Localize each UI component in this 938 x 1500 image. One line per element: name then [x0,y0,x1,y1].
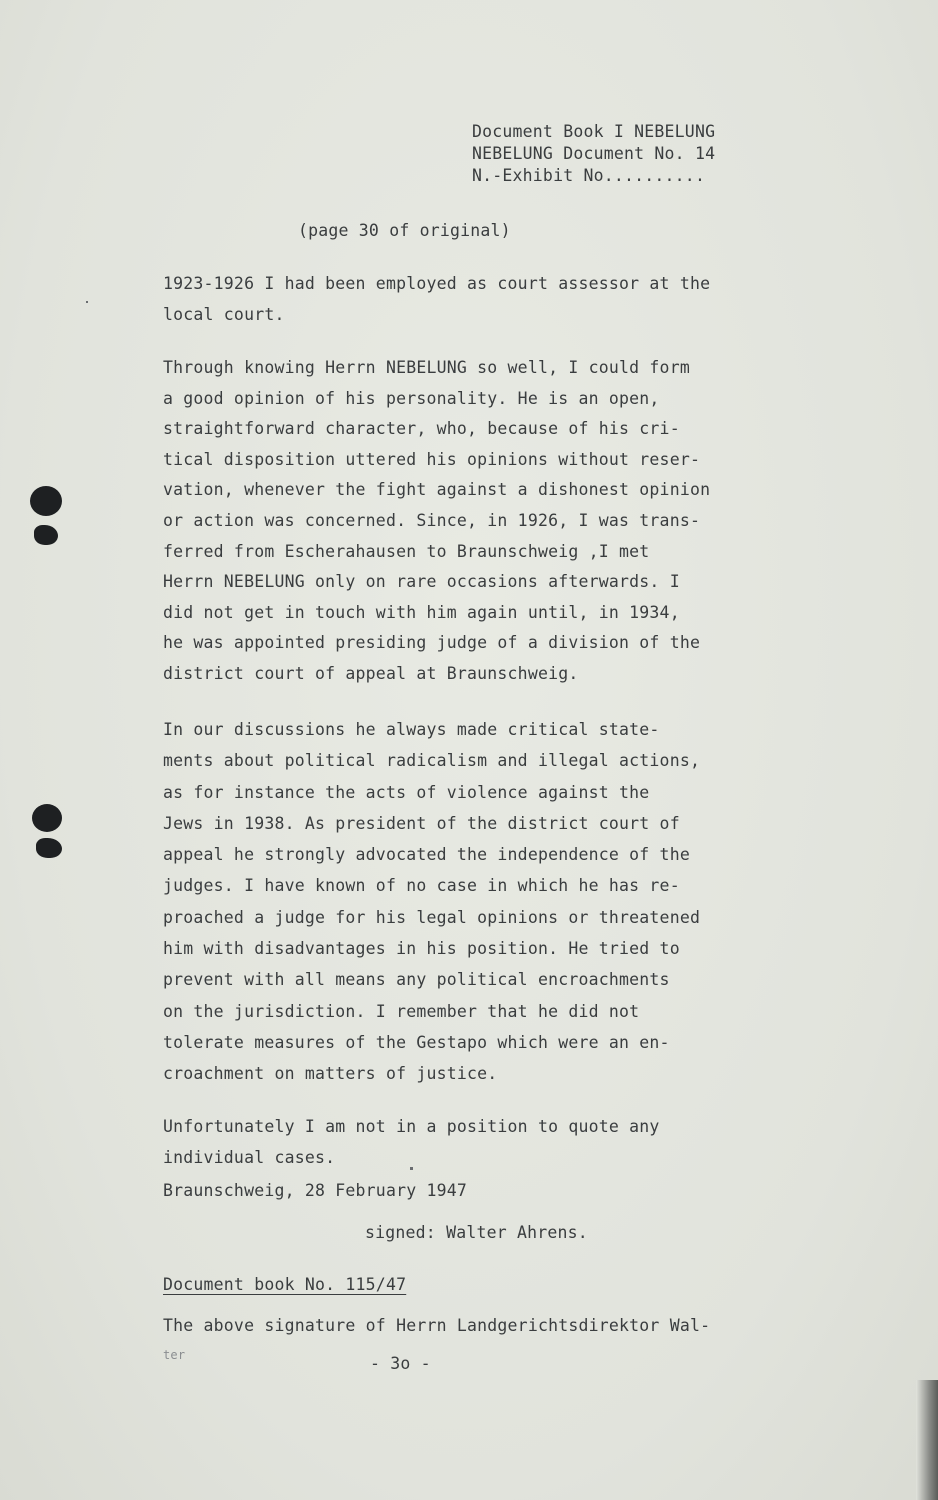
text-line: did not get in touch with him again until, in 1934, [163,602,680,622]
paragraph-3 [163,714,813,1090]
punch-hole-bottom-1 [32,804,62,832]
header-exhibit-number: N.-Exhibit No.......... [472,166,706,185]
paragraph-2 [163,353,813,690]
document-header [472,121,715,187]
text-line: district court of appeal at Braunschweig. [163,663,579,683]
text-line: local court. [163,305,285,324]
paper-speck [86,301,88,303]
paragraph-4 [163,1111,813,1173]
text-line: individual cases. [163,1148,336,1167]
text-line: vation, whenever the fight against a dishonest opinion [163,480,711,500]
document-book-reference: Document book No. 115/47 [163,1275,407,1294]
text-line: as for instance the acts of violence against the [163,782,650,802]
text-line: him with disadvantages in his position. He tried to [163,939,680,959]
certification-text: The above signature of Herrn Landgerichtsdirektor Wal- [163,1316,711,1335]
text-line: prevent with all means any political encroachments [163,970,670,990]
punch-hole-top-1 [30,486,62,516]
place-and-date: Braunschweig, 28 February 1947 [163,1181,468,1200]
text-line: appeal he strongly advocated the independence of the [163,845,690,865]
header-document-number: NEBELUNG Document No. 14 [472,144,716,163]
text-line: on the jurisdiction. I remember that he did not [163,1001,640,1021]
punch-hole-top-2 [34,525,58,545]
text-line: Jews in 1938. As president of the district court of [163,813,680,833]
page-number: - 3o - [370,1354,431,1373]
text-line: he was appointed presiding judge of a division of the [163,633,701,653]
text-line: or action was concerned. Since, in 1926, I was trans- [163,510,701,530]
original-page-reference: (page 30 of original) [298,221,511,240]
punch-hole-bottom-2 [36,838,62,858]
signature-line: signed: Walter Ahrens. [365,1223,588,1242]
text-line: Through knowing Herrn NEBELUNG so well, I could form [163,358,690,377]
text-line: In our discussions he always made critical state- [163,720,660,739]
text-line: judges. I have known of no case in which he has re- [163,876,680,896]
header-document-book: Document Book I NEBELUNG [472,122,716,141]
text-line: a good opinion of his personality. He is an open, [163,388,660,408]
text-line: Herrn NEBELUNG only on rare occasions afterwards. I [163,572,680,592]
page-corner-shadow [916,1380,938,1500]
text-line: 1923-1926 I had been employed as court assessor at the [163,274,711,293]
text-line: proached a judge for his legal opinions or threatened [163,907,701,927]
paragraph-1 [163,268,813,330]
text-line: croachment on matters of justice. [163,1064,498,1084]
text-line: straightforward character, who, because of his cri- [163,419,680,439]
text-line: tical disposition uttered his opinions without reser- [163,449,701,469]
text-line: ferred from Escherahausen to Braunschweig ,I met [163,541,650,561]
certification-text-continued: ter [163,1348,186,1362]
text-line: ments about political radicalism and illegal actions, [163,751,701,771]
text-line: Unfortunately I am not in a position to quote any [163,1117,660,1136]
text-line: tolerate measures of the Gestapo which were an en- [163,1032,670,1052]
